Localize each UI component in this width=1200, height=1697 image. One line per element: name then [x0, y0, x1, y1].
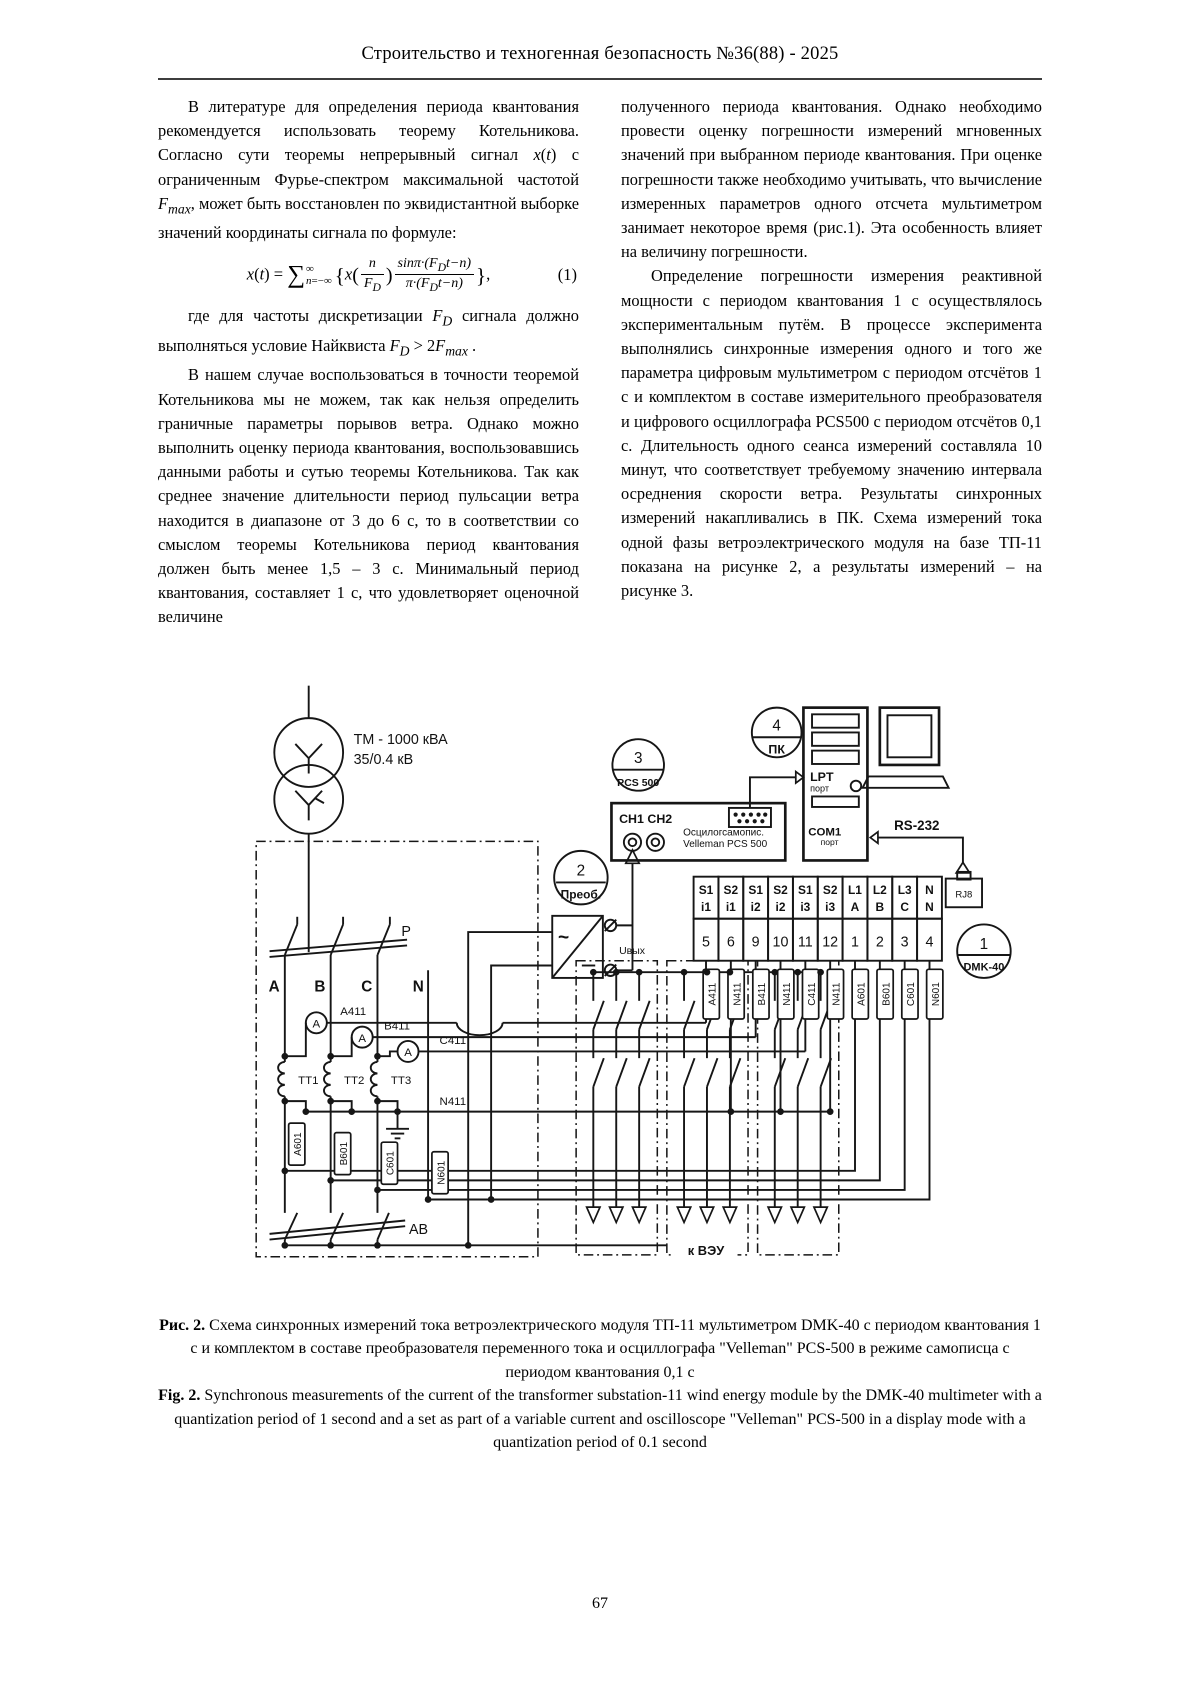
figure-2-schematic	[170, 636, 1030, 1295]
terminal-label: L1	[848, 882, 862, 897]
terminal-number: 1	[851, 934, 859, 951]
header-rule	[158, 78, 1042, 80]
feeder	[677, 972, 694, 1222]
callout-3-label: PCS 500	[617, 776, 660, 789]
transformer-voltage-label: 35/0.4 кВ	[353, 751, 414, 768]
equation-number: (1)	[557, 264, 577, 284]
phase-label-N: N	[412, 977, 424, 995]
terminal-label: S1	[798, 882, 813, 897]
phase-label-A: А	[268, 977, 280, 995]
terminal-number: 3	[900, 934, 909, 951]
wire-tag: N411	[732, 982, 744, 1006]
meter-voltage-wires-601	[285, 1019, 930, 1200]
wire-tag: А411	[707, 982, 719, 1006]
com1-port-label: COM1	[808, 826, 842, 839]
feeder	[610, 972, 627, 1222]
terminal-number: 11	[797, 934, 813, 951]
terminal-number: 10	[772, 934, 789, 951]
current-transformers	[278, 1062, 411, 1096]
figure-2	[158, 636, 1042, 1300]
uout-label: Uвых	[619, 944, 646, 957]
paragraph: полученного периода квантования. Однако необходимо провести оценку погрешности измерений мгновенных значений при выбранном периоде квантования. При оценке погрешности также необходимо учитывать, что вычисление измеренных параметров одного отсчета мультиметром занимает некоторое время (рис.1). Эта особенность влияет на величину погрешности.	[621, 97, 1042, 262]
terminal-label: N	[925, 882, 934, 897]
terminal-label: C	[900, 899, 909, 914]
ammeter-icon: А	[312, 1018, 321, 1031]
wire-tag: N601	[931, 981, 943, 1006]
wire-label-b411: В411	[384, 1020, 411, 1033]
wire-tag: С411	[806, 982, 818, 1006]
wire-label-a411: А411	[340, 1005, 367, 1018]
osc-name-line2: Velleman PCS 500	[683, 838, 768, 850]
osc-channels-label: CH1 CH2	[619, 811, 673, 826]
wire-tag-n601: N601	[436, 1160, 448, 1185]
terminal-label: i3	[800, 899, 811, 914]
terminal-label: i1	[701, 899, 711, 914]
ac-symbol: ~	[557, 927, 570, 949]
rj-connector-label: RJ8	[955, 889, 973, 901]
wire-tag: N411	[831, 982, 843, 1006]
terminal-number: 5	[702, 934, 710, 951]
power-transformer-symbol	[274, 685, 448, 951]
journal-header-title: Строительство и техногенная безопасность №36(88) - 2025	[361, 44, 839, 64]
terminal-label: B	[875, 899, 885, 914]
ammeter-icon: А	[404, 1046, 412, 1059]
terminal-label: i1	[725, 899, 736, 914]
breaker-AB-label: АВ	[408, 1221, 429, 1238]
wire-tag: В601	[881, 982, 893, 1006]
terminal-label: i3	[825, 899, 836, 914]
figure-captions	[158, 1314, 1042, 1455]
lpt-port-label: LPT	[810, 769, 834, 784]
multimeter-terminal-strip	[694, 872, 982, 961]
lpt-port-sublabel: порт	[810, 783, 830, 794]
transformer-rating-label: ТМ - 1000 кВА	[353, 731, 448, 748]
terminal-label: S2	[723, 882, 739, 897]
terminal-label: S2	[822, 882, 838, 897]
osc-name-line1: Осцилогсамопис.	[683, 827, 765, 839]
paragraph: Определение погрешности измерения реактивной мощности с периодом квантования 1 с осуществлялось экспериментальным путём. В процессе эксперимента выполнялись синхронные измерения одного и того же параметра цифровым мультиметром с периодом отсчётов 1 с и комплектом в составе измерительного преобразователя и цифрового осциллографа PCS500 с периодом отсчётов 0,1 с. Длительность одного сеанса измерений составляла 10 минут, что соответствует требуемому значению интервала осреднения скорости ветра. Результаты синхронных измерений накапливались в ПК. Схема измерений тока одной фазы ветроэлектрического модуля на базе ТП-11 показана на рисунке 2, а результаты измерений – на рисунке 3.	[621, 266, 1042, 601]
callout-1-number: 1	[979, 935, 989, 953]
to-wind-turbines-label: к ВЭУ	[687, 1242, 725, 1258]
callout-1-label: DMK-40	[963, 960, 1005, 973]
ammeter-icon: А	[358, 1032, 367, 1045]
terminal-number: 4	[925, 934, 934, 951]
equation-body: x(t) = ∑ ∞ n=−∞ {x( $\frac{n}{F_D}$ ) $\frac{\sin\pi\cdot(F_Dt-n)}{\pi\cdot(F_Dt-n)}$ },	[246, 255, 491, 295]
wire-tag: С601	[906, 981, 918, 1006]
phase-label-C: С	[361, 977, 373, 995]
terminal-label: L2	[872, 882, 887, 897]
terminal-label: S2	[773, 882, 788, 897]
paragraph: В литературе для определения периода квантования рекомендуется использовать теорему Котельникова. Согласно сути теоремы непрерывный сигнал x(t) с ограниченным Фурье-спектром максимальной частотой $F_{max}$, может быть восстановлен по эквидистантной выборке значений координаты сигнала по формуле:	[158, 97, 579, 243]
multimeter-dmk40	[957, 924, 1010, 977]
callout-2-number: 2	[576, 862, 586, 880]
terminal-number: 6	[726, 934, 735, 951]
caption-english: Fig. 2. Synchronous measurements of the current of the transformer substation-11 wind energy module by the DMK-40 multimeter with a quantization period of 1 second and a set as part of a variable current and oscilloscope "Velleman" PCS-500 in a display mode with a quantization period of 0.1 second	[158, 1387, 1042, 1452]
switch-P-label: Р	[401, 923, 411, 940]
wire-tag: В411	[757, 982, 769, 1006]
terminal-label: i2	[775, 899, 786, 914]
terminal-label: N	[925, 899, 934, 914]
wire-tag: N411	[782, 982, 794, 1006]
terminal-wire-tags	[703, 960, 943, 1111]
terminal-number: 12	[822, 934, 839, 951]
caption-russian: Рис. 2. Схема синхронных измерений тока ветроэлектрического модуля ТП-11 мультиметром DMK-40 с периодом квантования 1 с и комплектом в составе преобразователя переменного тока и осциллографа "Velleman" PCS-500 в режиме самописца с периодом квантования 0,1 с	[159, 1316, 1041, 1381]
equation-1	[158, 255, 579, 296]
wire-tag: А601	[856, 982, 868, 1006]
terminal-label: S1	[748, 882, 763, 897]
right-column	[621, 95, 1042, 630]
page-number: 67	[592, 1595, 608, 1612]
phase-label-B: В	[314, 977, 326, 995]
keyboard-icon	[863, 776, 949, 787]
terminal-label: L3	[897, 882, 912, 897]
wire-label-c411: С411	[439, 1034, 467, 1047]
left-column	[158, 95, 579, 630]
paragraph: В нашем случае воспользоваться в точности теоремой Котельникова мы не можем, так как нельзя определить граничные параметры порывов ветра. Однако можно выполнить оценку периода квантования, воспользовавшись данными работы и сутью теоремы Котельникова. Так как среднее значение длительности период пульсации ветра находится в диапазоне от 3 до 6 с, то в соответствии со смыслом теоремы Котельникова период квантования должен быть менее 1,5 – 3 с. Минимальный период квантования, составляет 1 с, что удовлетворяет оценочной величине	[158, 365, 579, 627]
com1-port-sublabel: порт	[820, 836, 839, 847]
feeder	[632, 972, 649, 1222]
feeder	[587, 972, 604, 1222]
wire-label-n411: N411	[439, 1095, 467, 1108]
disconnect-switch-P	[270, 916, 411, 956]
wire-tag-c601: С601	[385, 1150, 397, 1175]
ct-label-tt1: ТТ1	[298, 1074, 319, 1087]
terminal-label: A	[850, 899, 860, 914]
terminal-label: S1	[698, 882, 714, 897]
callout-3-number: 3	[633, 749, 643, 767]
terminal-number: 9	[751, 934, 760, 951]
ground-symbol	[386, 1111, 409, 1138]
terminal-label: i2	[750, 899, 761, 914]
paragraph: где для частоты дискретизации $F_D$ сигнала должно выполняться условие Найквиста $F_D > 2F_{max}$ .	[158, 306, 579, 359]
wire-tag-b601: В601	[338, 1141, 350, 1165]
terminal-number: 2	[875, 934, 884, 951]
callout-4-number: 4	[772, 717, 781, 735]
current-converter	[468, 850, 646, 1245]
two-column-text	[158, 95, 1042, 630]
callout-2-label: Преоб.	[560, 887, 602, 902]
rs232-label: RS-232	[894, 817, 940, 833]
ct-label-tt3: ТТ3	[390, 1074, 412, 1087]
ct-label-tt2: ТТ2	[344, 1074, 365, 1087]
wire-tag-a601: А601	[293, 1132, 305, 1156]
callout-4-label: ПК	[768, 742, 785, 757]
